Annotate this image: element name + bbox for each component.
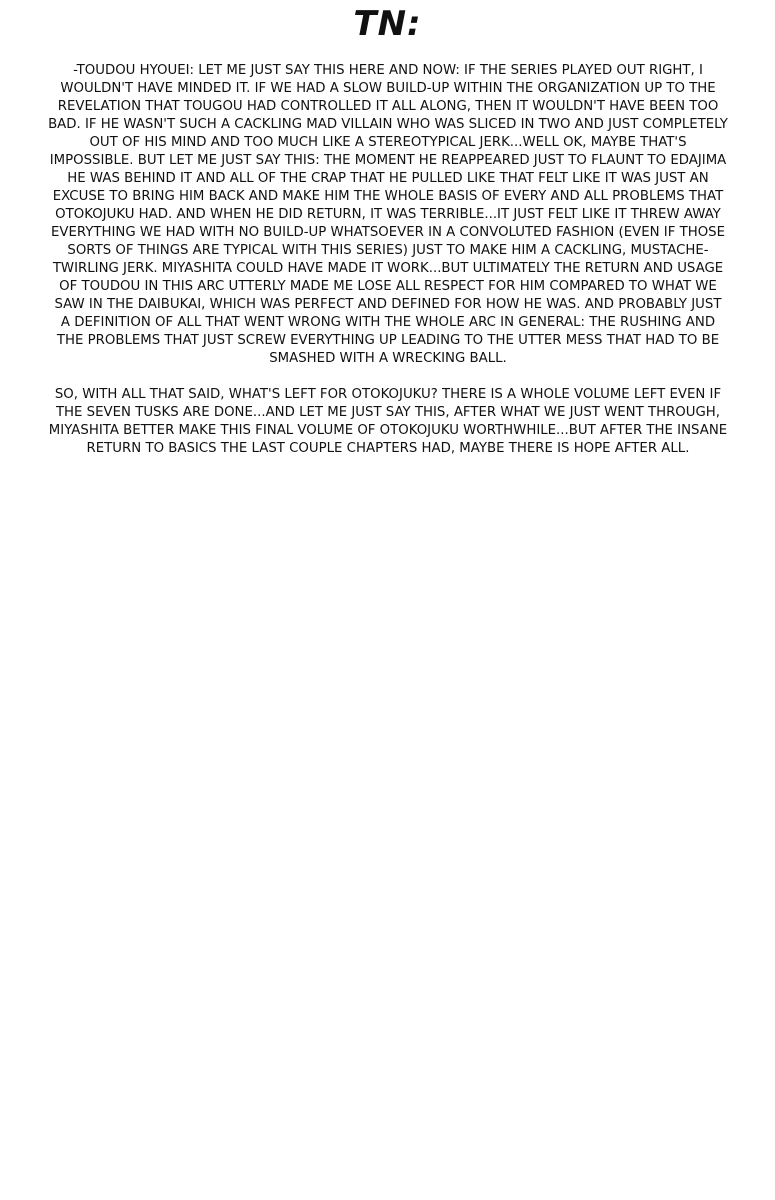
notes-paragraph-1: -TOUDOU HYOUEI: LET ME JUST SAY THIS HERE AND NOW: IF THE SERIES PLAYED OUT RIGHT, I WOULDN'T HAVE MINDED IT. IF WE HAD A SLOW BUILD-UP WITHIN THE ORGANIZATION UP TO THE REVELATION THAT TOUGOU HAD CONTROLLED IT ALL ALONG, THEN IT WOULDN'T HAVE BEEN TOO BAD. IF HE WASN'T SUCH A CACKLING MAD VILLAIN WHO WAS SLICED IN TWO AND JUST COMPLETELY OUT OF HIS MIND AND TOO MUCH LIKE A STEREOTYPICAL JERK...WELL OK, MAYBE THAT'S IMPOSSIBLE. BUT LET ME JUST SAY THIS: THE MOMENT HE REAPPEARED JUST TO FLAUNT TO EDAJIMA HE WAS BEHIND IT AND ALL OF THE CRAP THAT HE PULLED LIKE THAT FELT LIKE IT WAS JUST AN EXCUSE TO BRING HIM BACK AND MAKE HIM THE WHOLE BASIS OF EVERY AND ALL PROBLEMS THAT OTOKOJUKU HAD. AND WHEN HE DID RETURN, IT WAS TERRIBLE...IT JUST FELT LIKE IT THREW AWAY EVERYTHING WE HAD WITH NO BUILD-UP WHATSOEVER IN A CONVOLUTED FASHION (EVEN IF THOSE SORTS OF THINGS ARE TYPICAL WITH THIS SERIES) JUST TO MAKE HIM A CACKLING, MUSTACHE-TWIRLING JERK. MIYASHITA COULD HAVE MADE IT WORK...BUT ULTIMATELY THE RETURN AND USAGE OF TOUDOU IN THIS ARC UTTERLY MADE ME LOSE ALL RESPECT FOR HIM COMPARED TO WHAT WE SAW IN THE DAIBUKAI, WHICH WAS PERFECT AND DEFINED FOR HOW HE WAS. AND PROBABLY JUST A DEFINITION OF ALL THAT WENT WRONG WITH THE WHOLE ARC IN GENERAL: THE RUSHING AND THE PROBLEMS THAT JUST SCREW EVERYTHING UP LEADING TO THE UTTER MESS THAT HAD TO BE SMASHED WITH A WRECKING BALL. bbox=[48, 63, 728, 366]
notes-body bbox=[48, 62, 728, 476]
notes-paragraph-2: SO, WITH ALL THAT SAID, WHAT'S LEFT FOR OTOKOJUKU? THERE IS A WHOLE VOLUME LEFT EVEN IF THE SEVEN TUSKS ARE DONE...AND LET ME JUST SAY THIS, AFTER WHAT WE JUST WENT THROUGH, MIYASHITA BETTER MAKE THIS FINAL VOLUME OF OTOKOJUKU WORTHWHILE...BUT AFTER THE INSANE RETURN TO BASICS THE LAST COUPLE CHAPTERS HAD, MAYBE THERE IS HOPE AFTER ALL. bbox=[48, 387, 728, 456]
page-title: TN: bbox=[353, 4, 422, 44]
